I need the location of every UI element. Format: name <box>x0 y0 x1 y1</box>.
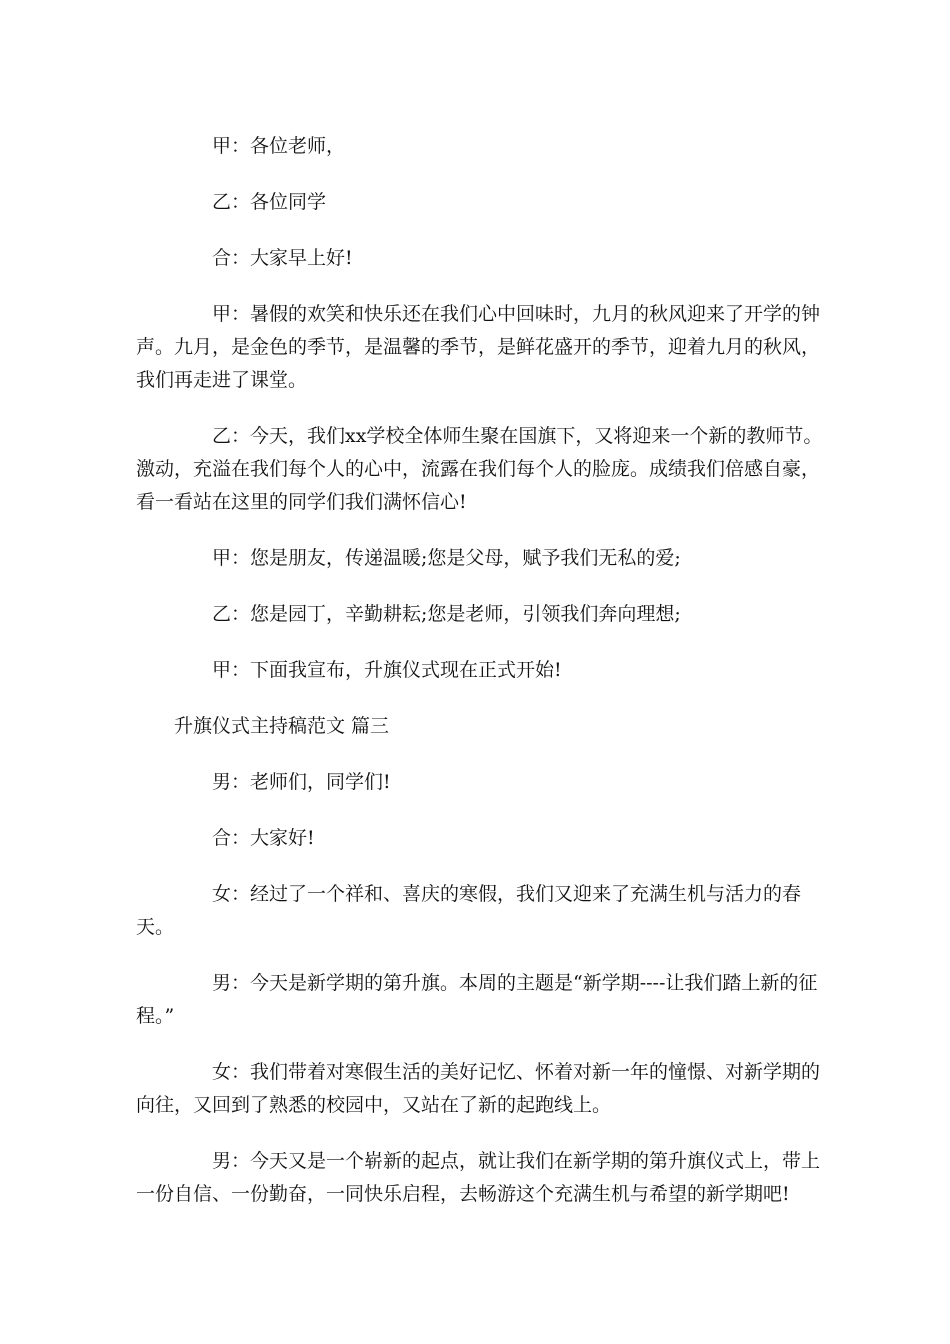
paragraph-7 <box>136 598 836 631</box>
paragraph-6 <box>136 542 836 575</box>
paragraph-text: 男：今天又是一个崭新的起点，就让我们在新学期的第升旗仪式上，带上一份自信、一份勤奋，一同快乐启程，去畅游这个充满生机与希望的新学期吧! <box>136 1150 821 1205</box>
paragraph-text: 乙：今天，我们xx学校全体师生聚在国旗下，又将迎来一个新的教师节。激动，充溢在我们每个人的心中，流露在我们每个人的脸庞。成绩我们倍感自豪，看一看站在这里的同学们我们满怀信心! <box>136 425 823 513</box>
paragraph-text: 女：经过了一个祥和、喜庆的寒假，我们又迎来了充满生机与活力的春天。 <box>136 883 802 938</box>
paragraph-8 <box>136 654 836 687</box>
paragraph-text: 甲：下面我宣布，升旗仪式现在正式开始! <box>212 659 562 681</box>
paragraph-text: 甲：各位老师， <box>212 135 346 157</box>
paragraph-text: 乙：您是园丁，辛勤耕耘;您是老师，引领我们奔向理想; <box>212 603 681 625</box>
paragraph-3 <box>136 242 836 275</box>
paragraph-text: 男：今天是新学期的第升旗。本周的主题是“新学期----让我们踏上新的征程。” <box>136 972 818 1027</box>
paragraph-1 <box>136 130 836 163</box>
paragraph-12 <box>136 967 836 1033</box>
paragraph-2 <box>136 186 836 219</box>
paragraph-9 <box>136 766 836 799</box>
paragraph-text: 男：老师们，同学们! <box>212 771 391 793</box>
document-page <box>136 130 836 1234</box>
paragraph-text: 乙：各位同学 <box>212 191 327 213</box>
paragraph-text: 甲：暑假的欢笑和快乐还在我们心中回味时，九月的秋风迎来了开学的钟声。九月，是金色的季节，是温馨的季节，是鲜花盛开的季节，迎着九月的秋风，我们再走进了课堂。 <box>136 303 821 391</box>
section-heading <box>136 710 836 743</box>
paragraph-5 <box>136 420 836 519</box>
paragraph-13 <box>136 1056 836 1122</box>
paragraph-14 <box>136 1145 836 1211</box>
paragraph-10 <box>136 822 836 855</box>
paragraph-text: 合：大家好! <box>212 827 315 849</box>
paragraph-11 <box>136 878 836 944</box>
heading-text: 升旗仪式主持稿范文 篇三 <box>174 715 390 737</box>
paragraph-text: 女：我们带着对寒假生活的美好记忆、怀着对新一年的憧憬、对新学期的向往，又回到了熟悉的校园中，又站在了新的起跑线上。 <box>136 1061 821 1116</box>
paragraph-4 <box>136 298 836 397</box>
paragraph-text: 合：大家早上好! <box>212 247 353 269</box>
paragraph-text: 甲：您是朋友，传递温暖;您是父母，赋予我们无私的爱; <box>212 547 681 569</box>
